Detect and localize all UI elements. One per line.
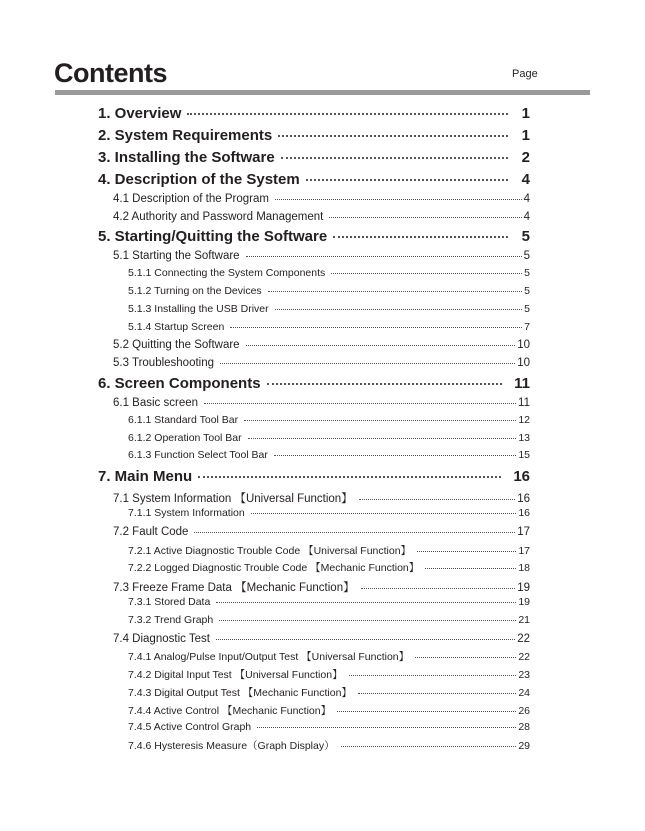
dot-leader bbox=[306, 179, 508, 181]
toc-entry-page: 16 bbox=[518, 507, 530, 519]
toc-entry-title: 7.4 Diagnostic Test bbox=[113, 633, 210, 645]
dot-leader bbox=[267, 383, 503, 385]
toc-entry[interactable] bbox=[128, 449, 530, 461]
toc-entry-page: 22 bbox=[517, 633, 530, 645]
toc-entry[interactable] bbox=[128, 303, 530, 315]
dot-leader bbox=[349, 675, 517, 676]
toc-entry[interactable] bbox=[113, 357, 530, 369]
toc-entry-title: 5. Starting/Quitting the Software bbox=[98, 228, 328, 245]
toc-entry[interactable] bbox=[113, 579, 530, 595]
toc-entry[interactable] bbox=[98, 171, 530, 188]
toc-entry-page: 12 bbox=[518, 414, 530, 426]
toc-entry-page: 4 bbox=[523, 193, 530, 205]
toc-entry-title: 7.3.1 Stored Data bbox=[128, 596, 211, 608]
toc-entry-page: 1 bbox=[521, 127, 530, 144]
dot-leader bbox=[204, 403, 516, 404]
toc-entry-page: 5 bbox=[523, 250, 530, 262]
toc-entry[interactable] bbox=[113, 339, 530, 351]
toc-entry-title: 5.1.4 Startup Screen bbox=[128, 321, 225, 333]
dot-leader bbox=[246, 256, 522, 257]
toc-entry[interactable] bbox=[128, 721, 530, 733]
toc-entry[interactable] bbox=[128, 507, 530, 519]
toc-entry-page: 22 bbox=[518, 651, 530, 663]
toc-entry-title: 7.4.3 Digital Output Test 【Mechanic Function】 bbox=[128, 687, 352, 699]
dot-leader bbox=[417, 551, 516, 552]
page-title: Contents bbox=[54, 58, 167, 88]
dot-leader bbox=[341, 746, 517, 747]
toc-entry-title: 7.1.1 System Information bbox=[128, 507, 245, 519]
toc-entry[interactable] bbox=[128, 667, 530, 682]
toc-entry-title: 7.4.4 Active Control 【Mechanic Function】 bbox=[128, 705, 332, 717]
dot-leader bbox=[220, 363, 515, 364]
dot-leader bbox=[275, 199, 522, 200]
dot-leader bbox=[281, 157, 508, 159]
toc-entry-title: 7.3 Freeze Frame Data 【Mechanic Function】 bbox=[113, 582, 355, 594]
dot-leader bbox=[198, 476, 501, 478]
dot-leader bbox=[359, 499, 516, 500]
toc-entry[interactable] bbox=[113, 193, 530, 205]
toc-entry[interactable] bbox=[113, 526, 530, 538]
toc-entry[interactable] bbox=[128, 560, 530, 575]
toc-entry-title: 5.3 Troubleshooting bbox=[113, 357, 215, 369]
toc-entry-title: 1. Overview bbox=[98, 105, 182, 122]
toc-entry-title: 5.2 Quitting the Software bbox=[113, 339, 240, 351]
dot-leader bbox=[194, 532, 515, 533]
toc-entry-page: 5 bbox=[521, 228, 530, 245]
toc-entry-title: 7.4.6 Hysteresis Measure（Graph Display） bbox=[128, 740, 335, 752]
toc-entry-page: 15 bbox=[518, 449, 530, 461]
toc-entry-page: 7 bbox=[524, 321, 530, 333]
toc-entry-page: 5 bbox=[524, 303, 530, 315]
toc-entry[interactable] bbox=[128, 321, 530, 333]
toc-entry-title: 6.1.1 Standard Tool Bar bbox=[128, 414, 239, 426]
toc-entry-page: 28 bbox=[518, 721, 530, 733]
toc-entry-page: 11 bbox=[518, 397, 530, 409]
toc-entry[interactable] bbox=[128, 285, 530, 297]
toc-entry-title: 5.1.1 Connecting the System Components bbox=[128, 267, 326, 279]
toc-entry-page: 10 bbox=[517, 357, 530, 369]
dot-leader bbox=[274, 455, 516, 456]
toc-entry-page: 23 bbox=[518, 669, 530, 681]
toc-entry-page: 29 bbox=[518, 740, 530, 752]
toc-entry-title: 3. Installing the Software bbox=[98, 149, 275, 166]
toc-entry[interactable] bbox=[128, 738, 530, 753]
toc-entry-title: 5.1.3 Installing the USB Driver bbox=[128, 303, 269, 315]
toc-entry[interactable] bbox=[128, 543, 530, 558]
toc-entry-page: 19 bbox=[518, 596, 530, 608]
toc-entry-page: 10 bbox=[517, 339, 530, 351]
toc-entry-title: 7.4.1 Analog/Pulse Input/Output Test 【Universal Function】 bbox=[128, 651, 410, 663]
dot-leader bbox=[268, 291, 522, 292]
dot-leader bbox=[248, 438, 517, 439]
toc-entry-title: 7.2 Fault Code bbox=[113, 526, 189, 538]
toc-entry[interactable] bbox=[98, 228, 530, 245]
toc-entry-title: 7.3.2 Trend Graph bbox=[128, 614, 214, 626]
toc-entry-page: 5 bbox=[524, 267, 530, 279]
toc-entry-title: 7.4.2 Digital Input Test 【Universal Function】 bbox=[128, 669, 343, 681]
dot-leader bbox=[361, 588, 516, 589]
toc-entry[interactable] bbox=[113, 633, 530, 645]
toc-entry[interactable] bbox=[128, 596, 530, 608]
dot-leader bbox=[358, 693, 516, 694]
toc-entry[interactable] bbox=[128, 685, 530, 700]
dot-leader bbox=[246, 345, 516, 346]
toc-entry-page: 13 bbox=[518, 432, 530, 444]
toc-entry-title: 6.1 Basic screen bbox=[113, 397, 199, 409]
toc-entry-page: 1 bbox=[521, 105, 530, 122]
toc-entry[interactable] bbox=[98, 105, 530, 122]
toc-entry-title: 4.1 Description of the Program bbox=[113, 193, 269, 205]
dot-leader bbox=[415, 657, 516, 658]
toc-entry-title: 7.4.5 Active Control Graph bbox=[128, 721, 252, 733]
toc-entry-title: 4. Description of the System bbox=[98, 171, 300, 188]
toc-entry-title: 6.1.2 Operation Tool Bar bbox=[128, 432, 242, 444]
toc-entry-title: 6. Screen Components bbox=[98, 375, 261, 392]
toc-entry-page: 4 bbox=[523, 211, 530, 223]
toc-entry-page: 17 bbox=[517, 526, 530, 538]
dot-leader bbox=[337, 711, 516, 712]
toc-entry[interactable] bbox=[98, 149, 530, 166]
toc-entry-title: 4.2 Authority and Password Management bbox=[113, 211, 324, 223]
toc-entry[interactable] bbox=[113, 250, 530, 262]
toc-entry-title: 7.1 System Information 【Universal Function】 bbox=[113, 493, 353, 505]
toc-entry[interactable] bbox=[98, 468, 530, 485]
toc-entry[interactable] bbox=[98, 375, 530, 392]
toc-entry[interactable] bbox=[113, 397, 530, 409]
dot-leader bbox=[219, 620, 516, 621]
dot-leader bbox=[230, 327, 522, 328]
dot-leader bbox=[333, 236, 508, 238]
toc-entry-page: 18 bbox=[518, 562, 530, 574]
toc-entry-page: 21 bbox=[518, 614, 530, 626]
dot-leader bbox=[331, 273, 522, 274]
dot-leader bbox=[278, 135, 508, 137]
dot-leader bbox=[329, 217, 521, 218]
toc-entry[interactable] bbox=[113, 490, 530, 506]
toc-entry-title: 2. System Requirements bbox=[98, 127, 273, 144]
toc-entry-page: 4 bbox=[521, 171, 530, 188]
toc-entry-title: 7. Main Menu bbox=[98, 468, 193, 485]
dot-leader bbox=[187, 113, 508, 115]
toc-entry-page: 16 bbox=[513, 468, 530, 485]
dot-leader bbox=[216, 602, 516, 603]
toc-entry[interactable] bbox=[98, 127, 530, 144]
toc-entry-page: 16 bbox=[517, 493, 530, 505]
toc-entry-title: 7.2.1 Active Diagnostic Trouble Code 【Universal Function】 bbox=[128, 545, 412, 557]
toc-entry-page: 5 bbox=[524, 285, 530, 297]
toc-entry-page: 2 bbox=[521, 149, 530, 166]
toc-entry-title: 5.1 Starting the Software bbox=[113, 250, 240, 262]
dot-leader bbox=[257, 727, 516, 728]
toc-entry[interactable] bbox=[113, 211, 530, 223]
dot-leader bbox=[216, 639, 515, 640]
page-column-label: Page bbox=[512, 68, 538, 80]
toc-entry-page: 26 bbox=[518, 705, 530, 717]
dot-leader bbox=[251, 513, 517, 514]
toc-entry-page: 17 bbox=[518, 545, 530, 557]
dot-leader bbox=[425, 568, 516, 569]
toc-entry-page: 19 bbox=[517, 582, 530, 594]
title-divider bbox=[55, 90, 590, 95]
toc-entry-title: 6.1.3 Function Select Tool Bar bbox=[128, 449, 268, 461]
toc-entry-title: 5.1.2 Turning on the Devices bbox=[128, 285, 262, 297]
toc-entry-title: 7.2.2 Logged Diagnostic Trouble Code 【Mechanic Function】 bbox=[128, 562, 420, 574]
toc-entry[interactable] bbox=[128, 614, 530, 626]
toc-entry[interactable] bbox=[128, 649, 530, 664]
toc-entry[interactable] bbox=[128, 703, 530, 718]
toc-entry-page: 11 bbox=[514, 375, 530, 392]
toc-entry[interactable] bbox=[128, 267, 530, 279]
dot-leader bbox=[244, 420, 516, 421]
toc-entry-page: 24 bbox=[518, 687, 530, 699]
dot-leader bbox=[275, 309, 523, 310]
toc-entry[interactable] bbox=[128, 414, 530, 426]
toc-entry[interactable] bbox=[128, 432, 530, 444]
